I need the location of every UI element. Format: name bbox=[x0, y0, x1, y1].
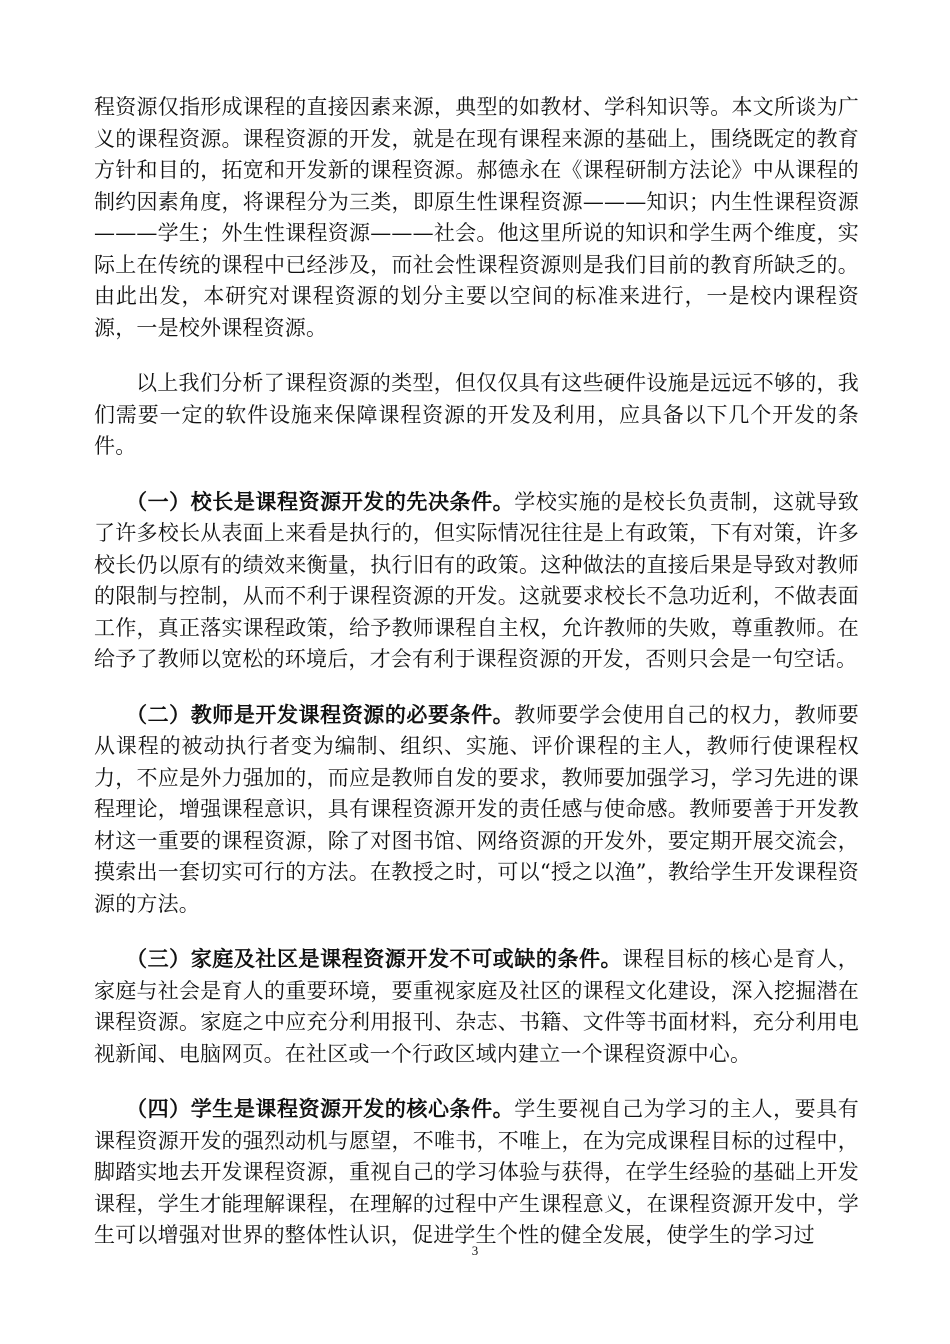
paragraph-text: 课程目标的核心是育人，家庭与社会是育人的重要环境，要重视家庭及社区的课程文化建设，深入挖掘潜在课程资源。家庭之中应充分利用报刊、杂志、书籍、文件等书面材料，充分利用电视新闻、电脑网页。在社区或一个行政区域内建立一个课程资源中心。 bbox=[94, 947, 859, 1066]
paragraph-condition-family bbox=[94, 943, 859, 1070]
paragraph-text: 学校实施的是校长负责制，这就导致了许多校长从表面上来看是执行的，但实际情况往往是上有政策，下有对策，许多校长仍以原有的绩效来衡量，执行旧有的政策。这种做法的直接后果是导致对教师的限制与控制，从而不利于课程资源的开发。这就要求校长不急功近利，不做表面工作，真正落实课程政策，给予教师课程自主权，允许教师的失败，尊重教师。在给予了教师以宽松的环境后，才会有利于课程资源的开发，否则只会是一句空话。 bbox=[94, 489, 859, 671]
paragraph-heading: （一）校长是课程资源开发的先决条件。 bbox=[126, 488, 515, 514]
paragraph-heading: （二）教师是开发课程资源的必要条件。 bbox=[126, 701, 515, 727]
paragraph-transition bbox=[94, 368, 859, 463]
paragraph-text: 教师要学会使用自己的权力，教师要从课程的被动执行者变为编制、组织、实施、评价课程的主人，教师行使课程权力，不应是外力强加的，而应是教师自发的要求，教师要加强学习，学习先进的课程理论，增强课程意识，具有课程资源开发的责任感与使命感。教师要善于开发教材这一重要的课程资源，除了对图书馆、网络资源的开发外，要定期开展交流会，摸索出一套切实可行的方法。在教授之时，可以“授之以渔”，教给学生开发课程资源的方法。 bbox=[94, 702, 859, 916]
paragraph-text: 学生要视自己为学习的主人，要具有课程资源开发的强烈动机与愿望，不唯书，不唯上，在为完成课程目标的过程中，脚踏实地去开发课程资源，重视自己的学习体验与获得，在学生经验的基础上开发课程，学生才能理解课程，在理解的过程中产生课程意义，在课程资源开发中，学生可以增强对世界的整体性认识，促进学生个性的健全发展，使学生的学习过 bbox=[94, 1097, 859, 1247]
paragraph-heading: （四）学生是课程资源开发的核心条件。 bbox=[126, 1096, 515, 1121]
paragraph-condition-principal bbox=[94, 486, 859, 676]
paragraph-heading: （三）家庭及社区是课程资源开发不可或缺的条件。 bbox=[126, 946, 623, 971]
paragraph-continuation bbox=[94, 92, 859, 344]
paragraph-text: 以上我们分析了课程资源的类型，但仅仅具有这些硬件设施是远远不够的，我们需要一定的软件设施来保障课程资源的开发及利用，应具备以下几个开发的条件。 bbox=[94, 371, 859, 458]
document-page bbox=[94, 92, 859, 1275]
page-number: 3 bbox=[471, 1243, 479, 1258]
paragraph-condition-teacher bbox=[94, 699, 859, 921]
paragraph-text: 程资源仅指形成课程的直接因素来源，典型的如教材、学科知识等。本文所谈为广义的课程资源。课程资源的开发，就是在现有课程来源的基础上，围绕既定的教育方针和目的，拓宽和开发新的课程资源。郝德永在《课程研制方法论》中从课程的制约因素角度，将课程分为三类，即原生性课程资源———知识；内生性课程资源———学生；外生性课程资源———社会。他这里所说的知识和学生两个维度，实际上在传统的课程中已经涉及，而社会性课程资源则是我们目前的教育所缺乏的。由此出发，本研究对课程资源的划分主要以空间的标准来进行，一是校内课程资源，一是校外课程资源。 bbox=[94, 95, 859, 340]
paragraph-condition-student bbox=[94, 1093, 859, 1252]
